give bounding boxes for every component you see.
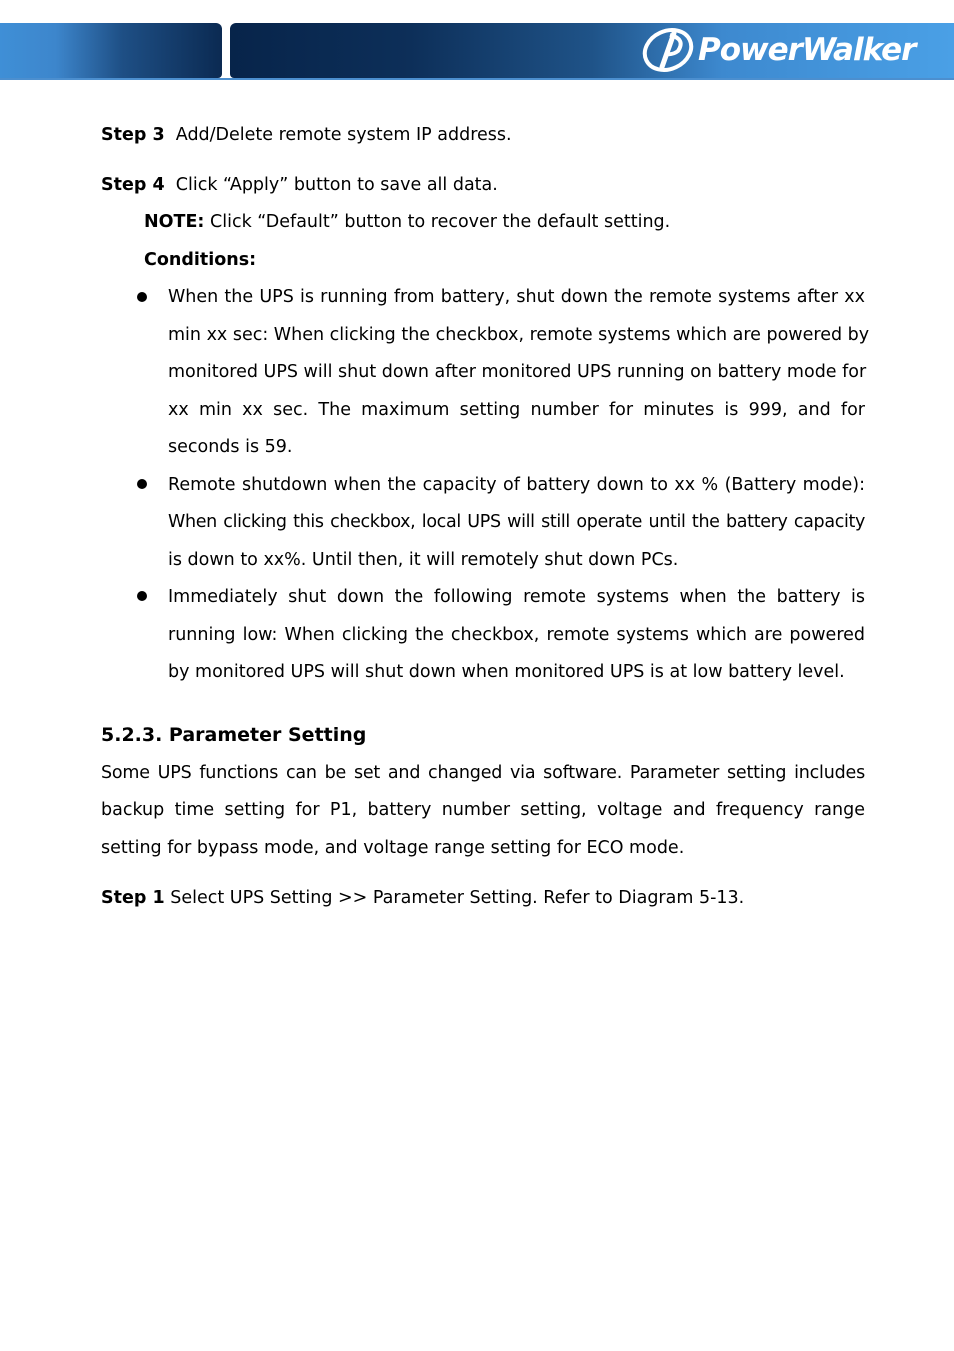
banner-underline [0, 78, 954, 80]
conditions-label [144, 249, 256, 271]
condition-2-line-3: is down to xx%. Until then, it will remotely shut down PCs. [168, 550, 679, 570]
condition-3-line-1: Immediately shut down the following remote systems when the battery is [168, 587, 865, 607]
condition-1-line-3: monitored UPS will shut down after monitored UPS running on battery mode for [168, 362, 867, 382]
section-line-2: backup time setting for P1, battery number setting, voltage and frequency range [101, 800, 865, 820]
step4-label: Step 4 [101, 175, 165, 195]
condition-1-line-4: xx min xx sec. The maximum setting number for minutes is 999, and for [168, 400, 865, 420]
condition-3-line-3: by monitored UPS will shut down when monitored UPS is at low battery level. [168, 662, 845, 682]
condition-1-line-1: When the UPS is running from battery, shut down the remote systems after xx [168, 287, 865, 307]
note-line [144, 211, 670, 233]
step3-line [101, 124, 512, 146]
condition-1-line-2: min xx sec: When clicking the checkbox, remote systems which are powered by [168, 325, 870, 345]
bullet-icon [137, 479, 147, 489]
step1-line [101, 887, 744, 909]
step1-label: Step 1 [101, 888, 165, 908]
condition-2-line-1: Remote shutdown when the capacity of battery down to xx % (Battery mode): [168, 475, 865, 495]
step1-text: Select UPS Setting >> Parameter Setting. Refer to Diagram 5-13. [170, 888, 745, 908]
step4-text: Click “Apply” button to save all data. [175, 175, 498, 195]
condition-2-line-2: When clicking this checkbox, local UPS will still operate until the battery capacity [168, 512, 865, 532]
logo-wordmark: PowerWalker [698, 32, 916, 68]
note-text: Click “Default” button to recover the default setting. [210, 212, 671, 232]
note-label: NOTE: [144, 212, 205, 232]
banner-left-segment [0, 23, 222, 78]
condition-3-line-2: running low: When clicking the checkbox, remote systems which are powered [168, 625, 865, 645]
step3-text: Add/Delete remote system IP address. [175, 125, 512, 145]
step3-label: Step 3 [101, 125, 165, 145]
step4-line [101, 174, 498, 196]
powerwalker-logo-icon [640, 27, 696, 73]
header-banner [0, 23, 954, 79]
bullet-icon [137, 591, 147, 601]
powerwalker-logo [640, 25, 950, 75]
section-heading: 5.2.3. Parameter Setting [101, 724, 367, 746]
section-line-3: setting for bypass mode, and voltage range setting for ECO mode. [101, 838, 685, 858]
condition-1-line-5: seconds is 59. [168, 437, 293, 457]
conditions-label-text: Conditions: [144, 250, 257, 270]
bullet-icon [137, 292, 147, 302]
section-line-1: Some UPS functions can be set and changed via software. Parameter setting includes [101, 763, 865, 783]
